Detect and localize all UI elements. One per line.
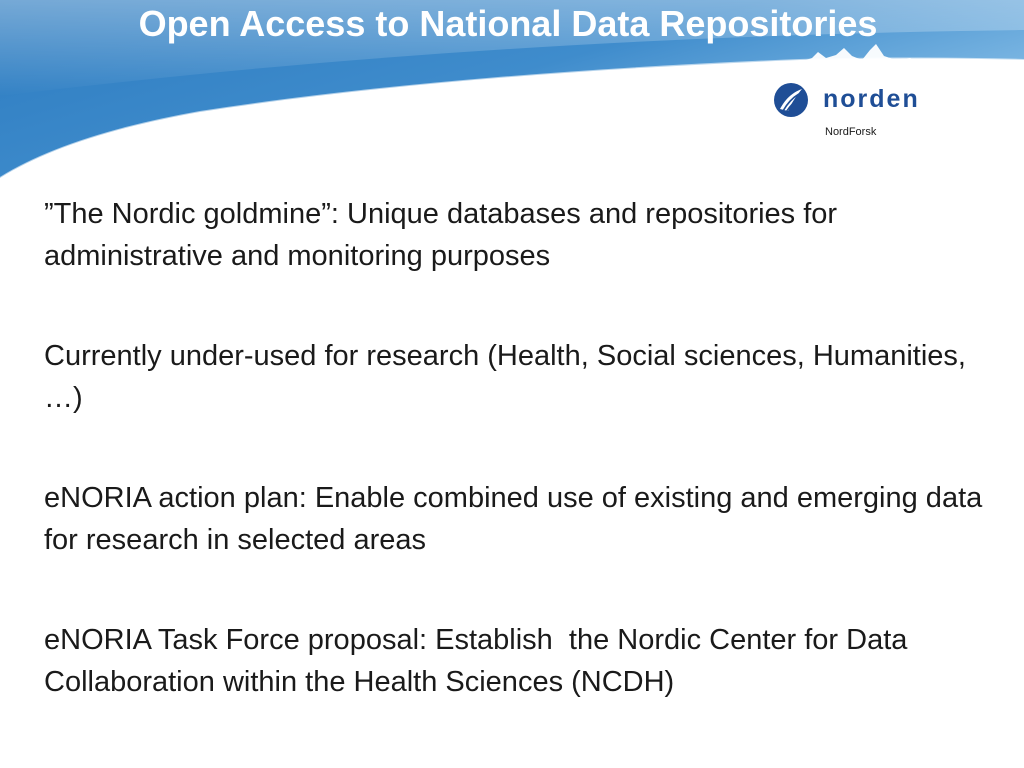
nordforsk-label: NordForsk	[825, 126, 877, 138]
slide-title: Open Access to National Data Repositories	[138, 3, 878, 44]
bullet-list	[44, 193, 999, 761]
bullet-item: eNORIA Task Force proposal: Establish the Nordic Center for Data Collaboration within the Health Sciences (NCDH)	[44, 624, 916, 698]
bullet-item: Currently under-used for research (Health, Social sciences, Humanities, …)	[44, 340, 975, 414]
bullet-item: eNORIA action plan: Enable combined use of existing and emerging data for research in selected areas	[44, 482, 991, 556]
norden-swan-icon	[773, 82, 809, 118]
norden-logo	[773, 82, 963, 142]
norden-wordmark: norden	[823, 85, 920, 113]
bullet-item: ”The Nordic goldmine”: Unique databases and repositories for administrative and monitoring purposes	[44, 198, 846, 272]
